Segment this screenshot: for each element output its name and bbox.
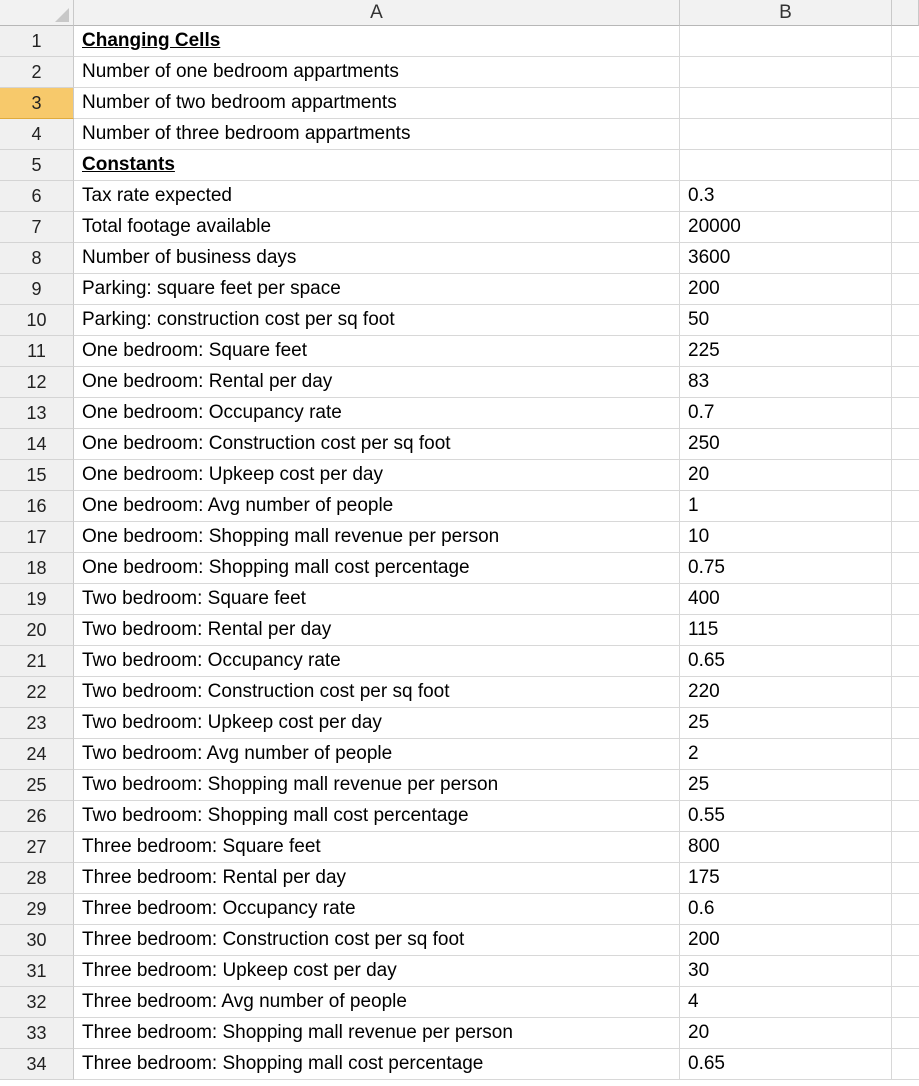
value-cell[interactable]: 0.65 — [680, 646, 892, 677]
value-cell[interactable]: 4 — [680, 987, 892, 1018]
table-row — [0, 770, 919, 801]
select-all-triangle-icon — [55, 8, 69, 22]
value-cell[interactable]: 175 — [680, 863, 892, 894]
label-cell[interactable]: One bedroom: Square feet — [74, 336, 680, 367]
table-row — [0, 863, 919, 894]
table-row — [0, 212, 919, 243]
label-cell[interactable]: One bedroom: Shopping mall revenue per person — [74, 522, 680, 553]
empty-cell[interactable] — [892, 57, 919, 88]
table-row — [0, 367, 919, 398]
table-row — [0, 460, 919, 491]
table-row — [0, 274, 919, 305]
value-cell[interactable] — [680, 88, 892, 119]
label-cell[interactable]: Three bedroom: Avg number of people — [74, 987, 680, 1018]
label-cell[interactable]: Three bedroom: Shopping mall revenue per person — [74, 1018, 680, 1049]
value-cell[interactable]: 0.65 — [680, 1049, 892, 1080]
table-row — [0, 987, 919, 1018]
value-cell[interactable]: 25 — [680, 770, 892, 801]
row-header[interactable]: 16 — [0, 491, 74, 522]
empty-cell[interactable] — [892, 212, 919, 243]
table-row — [0, 1018, 919, 1049]
empty-cell[interactable] — [892, 801, 919, 832]
value-cell[interactable]: 0.6 — [680, 894, 892, 925]
label-cell[interactable]: Number of three bedroom appartments — [74, 119, 680, 150]
label-cell[interactable]: One bedroom: Occupancy rate — [74, 398, 680, 429]
row-header[interactable]: 23 — [0, 708, 74, 739]
empty-cell[interactable] — [892, 491, 919, 522]
value-cell[interactable]: 50 — [680, 305, 892, 336]
empty-cell[interactable] — [892, 88, 919, 119]
value-cell[interactable] — [680, 150, 892, 181]
label-cell[interactable]: Total footage available — [74, 212, 680, 243]
value-cell[interactable]: 800 — [680, 832, 892, 863]
row-header[interactable]: 3 — [0, 88, 74, 119]
empty-cell[interactable] — [892, 150, 919, 181]
label-cell[interactable]: Number of two bedroom appartments — [74, 88, 680, 119]
row-header[interactable]: 10 — [0, 305, 74, 336]
value-cell[interactable]: 250 — [680, 429, 892, 460]
value-cell[interactable] — [680, 57, 892, 88]
value-cell[interactable]: 0.3 — [680, 181, 892, 212]
table-row — [0, 243, 919, 274]
table-row — [0, 88, 919, 119]
label-cell[interactable]: Number of one bedroom appartments — [74, 57, 680, 88]
label-cell[interactable]: Two bedroom: Shopping mall cost percentage — [74, 801, 680, 832]
table-row — [0, 553, 919, 584]
empty-cell[interactable] — [892, 708, 919, 739]
empty-cell[interactable] — [892, 367, 919, 398]
label-cell[interactable]: One bedroom: Upkeep cost per day — [74, 460, 680, 491]
table-row — [0, 801, 919, 832]
label-cell[interactable]: Three bedroom: Upkeep cost per day — [74, 956, 680, 987]
row-header[interactable]: 12 — [0, 367, 74, 398]
empty-cell[interactable] — [892, 336, 919, 367]
row-header[interactable]: 1 — [0, 26, 74, 57]
empty-cell[interactable] — [892, 584, 919, 615]
table-row — [0, 832, 919, 863]
table-row — [0, 584, 919, 615]
label-cell[interactable]: One bedroom: Shopping mall cost percentage — [74, 553, 680, 584]
row-header[interactable]: 13 — [0, 398, 74, 429]
row-header[interactable]: 26 — [0, 801, 74, 832]
table-row — [0, 150, 919, 181]
row-header[interactable]: 7 — [0, 212, 74, 243]
row-header[interactable]: 17 — [0, 522, 74, 553]
column-header-a[interactable]: A — [74, 0, 680, 26]
empty-cell[interactable] — [892, 119, 919, 150]
row-header[interactable]: 22 — [0, 677, 74, 708]
value-cell[interactable]: 20 — [680, 460, 892, 491]
label-cell[interactable]: Parking: construction cost per sq foot — [74, 305, 680, 336]
table-row — [0, 1049, 919, 1080]
row-header[interactable]: 24 — [0, 739, 74, 770]
value-cell[interactable]: 0.7 — [680, 398, 892, 429]
empty-cell[interactable] — [892, 26, 919, 57]
value-cell[interactable]: 20000 — [680, 212, 892, 243]
row-header[interactable]: 31 — [0, 956, 74, 987]
row-header[interactable]: 2 — [0, 57, 74, 88]
column-header-c[interactable] — [892, 0, 919, 26]
label-cell[interactable]: Two bedroom: Upkeep cost per day — [74, 708, 680, 739]
row-header[interactable]: 18 — [0, 553, 74, 584]
empty-cell[interactable] — [892, 863, 919, 894]
empty-cell[interactable] — [892, 274, 919, 305]
table-row — [0, 677, 919, 708]
row-header[interactable]: 32 — [0, 987, 74, 1018]
empty-cell[interactable] — [892, 615, 919, 646]
table-row — [0, 305, 919, 336]
empty-cell[interactable] — [892, 553, 919, 584]
label-cell[interactable]: Three bedroom: Rental per day — [74, 863, 680, 894]
value-cell[interactable]: 83 — [680, 367, 892, 398]
value-cell[interactable]: 10 — [680, 522, 892, 553]
value-cell[interactable]: 0.55 — [680, 801, 892, 832]
empty-cell[interactable] — [892, 646, 919, 677]
label-cell[interactable]: Parking: square feet per space — [74, 274, 680, 305]
section-heading-cell[interactable]: Changing Cells — [74, 26, 680, 57]
table-row — [0, 119, 919, 150]
label-cell[interactable]: Two bedroom: Occupancy rate — [74, 646, 680, 677]
value-cell[interactable]: 400 — [680, 584, 892, 615]
row-header[interactable]: 28 — [0, 863, 74, 894]
value-cell[interactable]: 225 — [680, 336, 892, 367]
empty-cell[interactable] — [892, 832, 919, 863]
row-header[interactable]: 21 — [0, 646, 74, 677]
row-header[interactable]: 6 — [0, 181, 74, 212]
table-row — [0, 57, 919, 88]
table-row — [0, 336, 919, 367]
empty-cell[interactable] — [892, 1018, 919, 1049]
label-cell[interactable]: One bedroom: Avg number of people — [74, 491, 680, 522]
row-header[interactable]: 5 — [0, 150, 74, 181]
empty-cell[interactable] — [892, 305, 919, 336]
empty-cell[interactable] — [892, 460, 919, 491]
table-row — [0, 429, 919, 460]
row-header[interactable]: 4 — [0, 119, 74, 150]
label-cell[interactable]: Tax rate expected — [74, 181, 680, 212]
row-header[interactable]: 11 — [0, 336, 74, 367]
empty-cell[interactable] — [892, 770, 919, 801]
table-row — [0, 491, 919, 522]
label-cell[interactable]: Three bedroom: Shopping mall cost percentage — [74, 1049, 680, 1080]
row-header[interactable]: 20 — [0, 615, 74, 646]
row-header[interactable]: 14 — [0, 429, 74, 460]
row-header[interactable]: 29 — [0, 894, 74, 925]
label-cell[interactable]: Two bedroom: Square feet — [74, 584, 680, 615]
section-heading-cell[interactable]: Constants — [74, 150, 680, 181]
value-cell[interactable]: 200 — [680, 274, 892, 305]
empty-cell[interactable] — [892, 925, 919, 956]
empty-cell[interactable] — [892, 522, 919, 553]
empty-cell[interactable] — [892, 739, 919, 770]
row-header[interactable]: 19 — [0, 584, 74, 615]
value-cell[interactable] — [680, 26, 892, 57]
value-cell[interactable] — [680, 119, 892, 150]
label-cell[interactable]: One bedroom: Construction cost per sq foot — [74, 429, 680, 460]
label-cell[interactable]: Two bedroom: Shopping mall revenue per person — [74, 770, 680, 801]
value-cell[interactable]: 115 — [680, 615, 892, 646]
empty-cell[interactable] — [892, 677, 919, 708]
row-header[interactable]: 9 — [0, 274, 74, 305]
label-cell[interactable]: Three bedroom: Square feet — [74, 832, 680, 863]
table-row — [0, 956, 919, 987]
table-row — [0, 925, 919, 956]
value-cell[interactable]: 220 — [680, 677, 892, 708]
row-header[interactable]: 8 — [0, 243, 74, 274]
value-cell[interactable]: 20 — [680, 1018, 892, 1049]
value-cell[interactable]: 2 — [680, 739, 892, 770]
table-row — [0, 522, 919, 553]
label-cell[interactable]: Two bedroom: Avg number of people — [74, 739, 680, 770]
table-row — [0, 708, 919, 739]
value-cell[interactable]: 200 — [680, 925, 892, 956]
table-row — [0, 894, 919, 925]
row-header[interactable]: 33 — [0, 1018, 74, 1049]
empty-cell[interactable] — [892, 987, 919, 1018]
column-header-b[interactable]: B — [680, 0, 892, 26]
value-cell[interactable]: 1 — [680, 491, 892, 522]
column-header-row — [0, 0, 919, 26]
row-header[interactable]: 15 — [0, 460, 74, 491]
empty-cell[interactable] — [892, 956, 919, 987]
table-row — [0, 398, 919, 429]
label-cell[interactable]: Number of business days — [74, 243, 680, 274]
label-cell[interactable]: One bedroom: Rental per day — [74, 367, 680, 398]
label-cell[interactable]: Three bedroom: Construction cost per sq foot — [74, 925, 680, 956]
empty-cell[interactable] — [892, 398, 919, 429]
table-row — [0, 615, 919, 646]
sheet-bottom-edge — [0, 1080, 919, 1086]
label-cell[interactable]: Two bedroom: Rental per day — [74, 615, 680, 646]
table-row — [0, 26, 919, 57]
table-row — [0, 181, 919, 212]
value-cell[interactable]: 25 — [680, 708, 892, 739]
empty-cell[interactable] — [892, 243, 919, 274]
table-row — [0, 646, 919, 677]
value-cell[interactable]: 0.75 — [680, 553, 892, 584]
row-header[interactable]: 27 — [0, 832, 74, 863]
row-header[interactable]: 25 — [0, 770, 74, 801]
value-cell[interactable]: 30 — [680, 956, 892, 987]
table-row — [0, 739, 919, 770]
empty-cell[interactable] — [892, 894, 919, 925]
empty-cell[interactable] — [892, 181, 919, 212]
empty-cell[interactable] — [892, 1049, 919, 1080]
row-header[interactable]: 30 — [0, 925, 74, 956]
select-all-corner[interactable] — [0, 0, 74, 26]
row-header[interactable]: 34 — [0, 1049, 74, 1080]
label-cell[interactable]: Two bedroom: Construction cost per sq foot — [74, 677, 680, 708]
empty-cell[interactable] — [892, 429, 919, 460]
value-cell[interactable]: 3600 — [680, 243, 892, 274]
label-cell[interactable]: Three bedroom: Occupancy rate — [74, 894, 680, 925]
